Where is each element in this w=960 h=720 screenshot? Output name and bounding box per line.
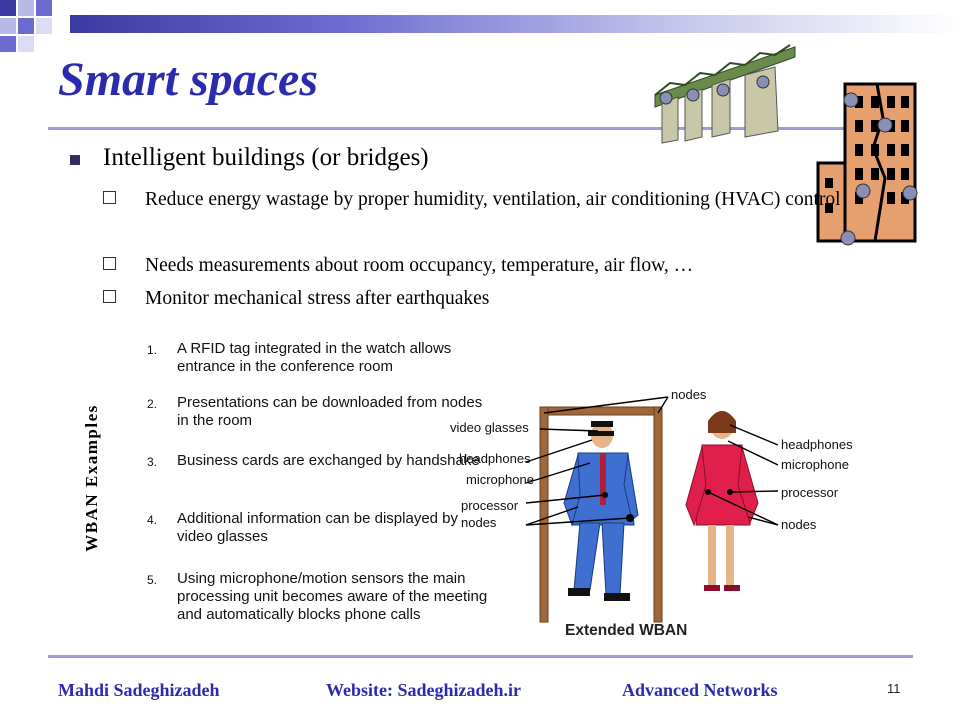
wban-vertical-label: WBAN Examples xyxy=(82,403,101,552)
woman-figure xyxy=(686,411,758,591)
label-video-glasses: video glasses xyxy=(450,420,529,435)
sub-bullet xyxy=(103,253,694,279)
sub-bullet-text: Needs measurements about room occupancy, temperature, air flow, … xyxy=(145,255,694,276)
checkbox-bullet-icon xyxy=(103,191,116,204)
sub-bullet xyxy=(103,187,841,213)
main-bullet-text: Intelligent buildings (or bridges) xyxy=(103,144,429,171)
footer-rule xyxy=(48,655,913,658)
sub-bullet-text: Reduce energy wastage by proper humidity, ventilation, air conditioning (HVAC) control xyxy=(145,189,841,210)
sub-bullet xyxy=(103,286,490,312)
checkbox-bullet-icon xyxy=(103,290,116,303)
label-microphone: microphone xyxy=(466,472,534,487)
page-number: 11 xyxy=(887,681,901,696)
label-headphones: headphones xyxy=(781,437,853,452)
bullet-marker xyxy=(70,155,80,165)
man-figure xyxy=(564,421,638,601)
building-icon xyxy=(815,78,935,248)
footer-course: Advanced Networks xyxy=(622,680,778,700)
label-nodes: nodes xyxy=(781,517,817,532)
footer-website: Website: Sadeghizadeh.ir xyxy=(326,680,522,700)
checkbox-bullet-icon xyxy=(103,257,116,270)
label-nodes: nodes xyxy=(461,515,497,530)
label-headphones: headphones xyxy=(459,451,531,466)
label-processor: processor xyxy=(781,485,839,500)
header-gradient-bar xyxy=(70,15,960,33)
footer-author: Mahdi Sadeghizadeh xyxy=(58,680,220,700)
label-processor: processor xyxy=(461,498,519,513)
figure-caption: Extended WBAN xyxy=(565,622,688,639)
label-microphone: microphone xyxy=(781,457,849,472)
label-nodes: nodes xyxy=(671,387,707,402)
slide-title: Smart spaces xyxy=(58,53,319,106)
bridge-icon xyxy=(650,25,800,155)
sub-bullet-text: Monitor mechanical stress after earthquakes xyxy=(145,288,490,309)
